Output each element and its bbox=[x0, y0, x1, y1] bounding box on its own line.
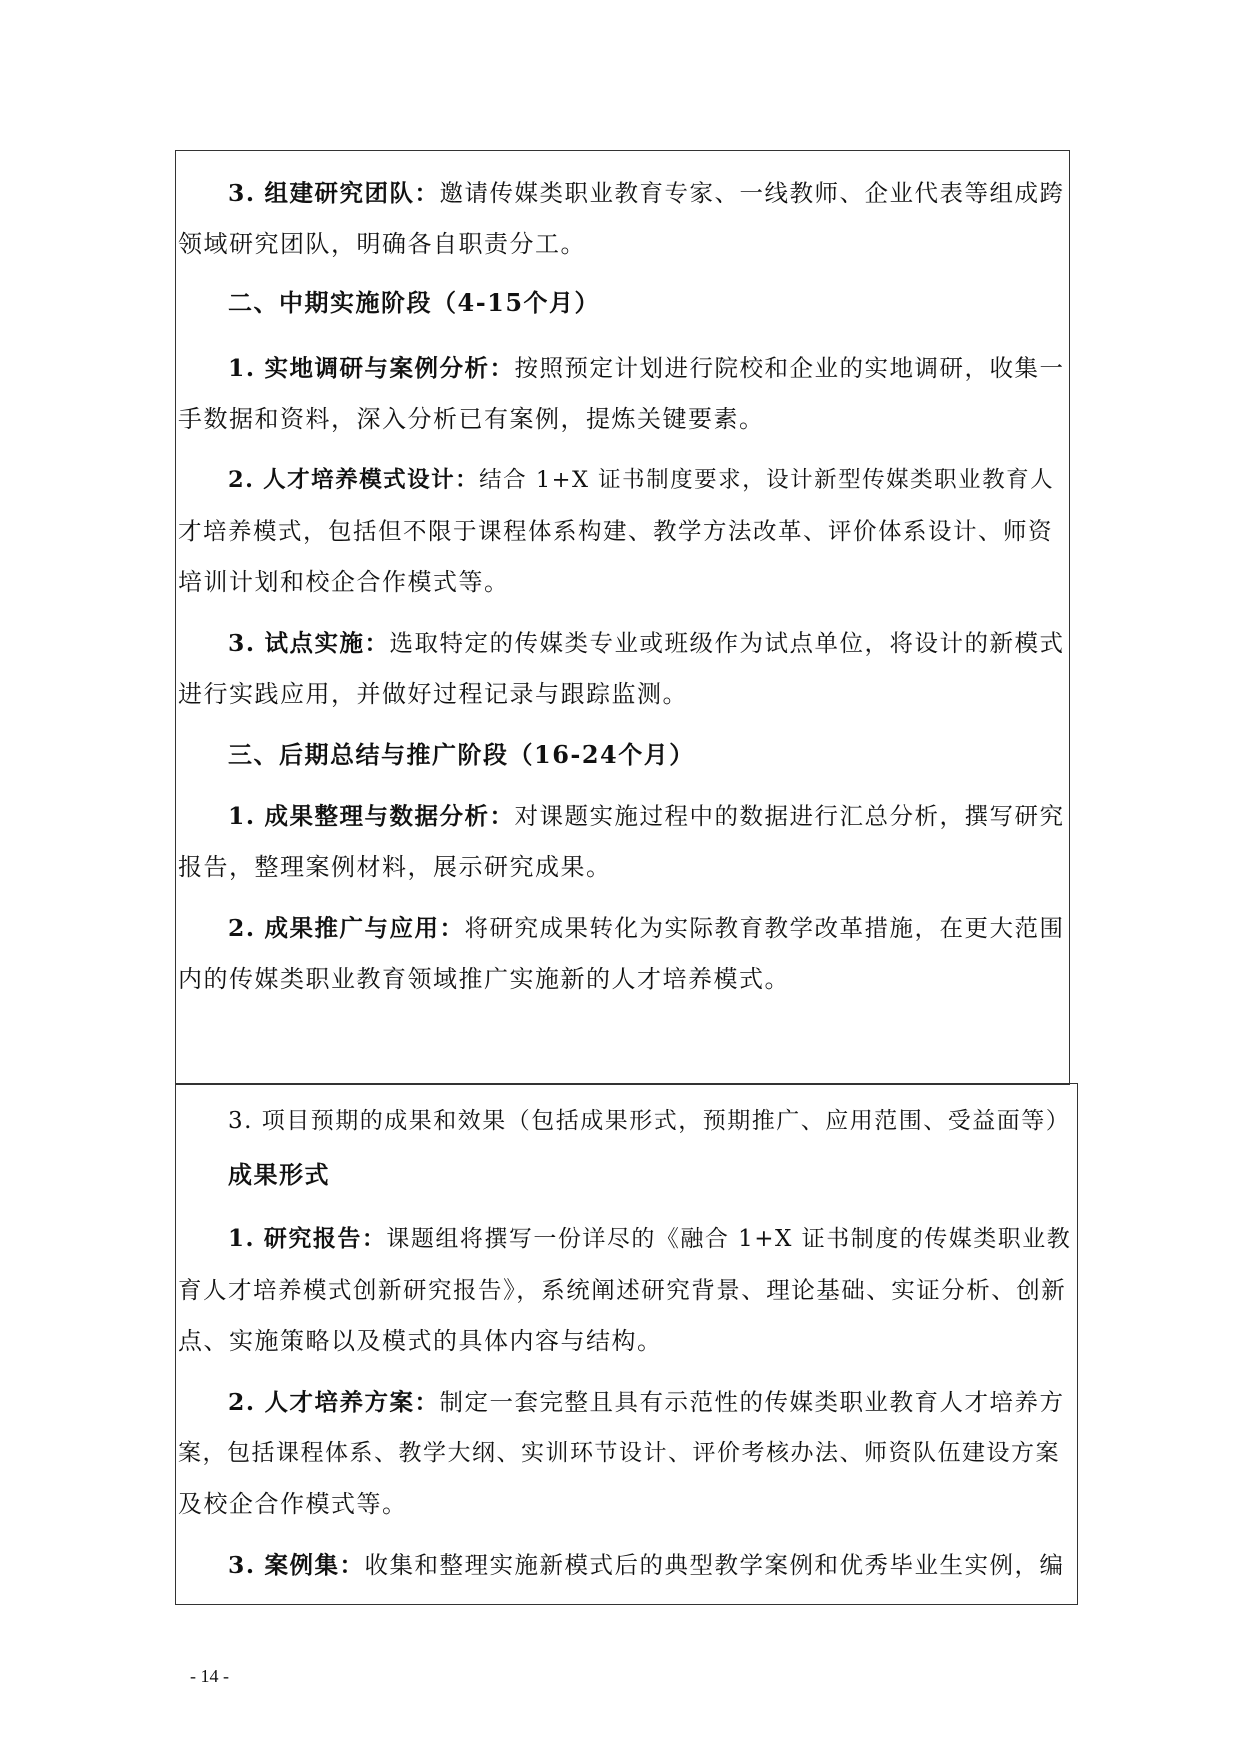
section-heading: 三、后期总结与推广阶段（16-24个月） bbox=[228, 740, 695, 769]
paragraph-line: 育人才培养模式创新研究报告》，系统阐述研究背景、理论基础、实证分析、创新 bbox=[178, 1276, 1067, 1304]
paragraph-line: 内的传媒类职业教育领域推广实施新的人才培养模式。 bbox=[178, 965, 790, 993]
paragraph-line: 1. 成果整理与数据分析：对课题实施过程中的数据进行汇总分析，撰写研究 bbox=[228, 802, 1065, 830]
paragraph-line: 3. 试点实施：选取特定的传媒类专业或班级作为试点单位，将设计的新模式 bbox=[228, 629, 1065, 657]
paragraph-line: 案，包括课程体系、教学大纲、实训环节设计、评价考核办法、师资队伍建设方案 bbox=[178, 1440, 1060, 1466]
section-heading: 成果形式 bbox=[228, 1160, 330, 1189]
implementation-plan-box bbox=[175, 150, 1070, 1085]
paragraph-line: 及校企合作模式等。 bbox=[178, 1490, 408, 1518]
paragraph-line: 3. 组建研究团队：邀请传媒类职业教育专家、一线教师、企业代表等组成跨 bbox=[228, 179, 1065, 207]
paragraph-line: 3. 案例集：收集和整理实施新模式后的典型教学案例和优秀毕业生实例，编 bbox=[228, 1551, 1065, 1579]
paragraph-line: 报告，整理案例材料，展示研究成果。 bbox=[178, 853, 612, 881]
paragraph-line: 进行实践应用，并做好过程记录与跟踪监测。 bbox=[178, 680, 688, 708]
paragraph-line: 领域研究团队，明确各自职责分工。 bbox=[178, 230, 586, 258]
paragraph-line: 点、实施策略以及模式的具体内容与结构。 bbox=[178, 1327, 663, 1355]
paragraph-line: 2. 人才培养方案：制定一套完整且具有示范性的传媒类职业教育人才培养方 bbox=[228, 1388, 1065, 1416]
section-title: 3. 项目预期的成果和效果（包括成果形式，预期推广、应用范围、受益面等） bbox=[228, 1108, 1071, 1134]
section-heading: 二、中期实施阶段（4-15个月） bbox=[228, 288, 601, 317]
paragraph-line: 1. 研究报告：课题组将撰写一份详尽的《融合 1+X 证书制度的传媒类职业教 bbox=[228, 1225, 1072, 1252]
expected-outcomes-box bbox=[175, 1083, 1078, 1605]
paragraph-line: 培训计划和校企合作模式等。 bbox=[178, 568, 510, 596]
paragraph-line: 2. 人才培养模式设计：结合 1+X 证书制度要求，设计新型传媒类职业教育人 bbox=[228, 467, 1055, 493]
paragraph-line: 2. 成果推广与应用：将研究成果转化为实际教育教学改革措施，在更大范围 bbox=[228, 914, 1065, 942]
paragraph-line: 手数据和资料，深入分析已有案例，提炼关键要素。 bbox=[178, 405, 765, 433]
paragraph-line: 1. 实地调研与案例分析：按照预定计划进行院校和企业的实地调研，收集一 bbox=[228, 354, 1065, 382]
paragraph-line: 才培养模式，包括但不限于课程体系构建、教学方法改革、评价体系设计、师资 bbox=[178, 517, 1053, 545]
page-number: - 14 - bbox=[190, 1666, 229, 1686]
